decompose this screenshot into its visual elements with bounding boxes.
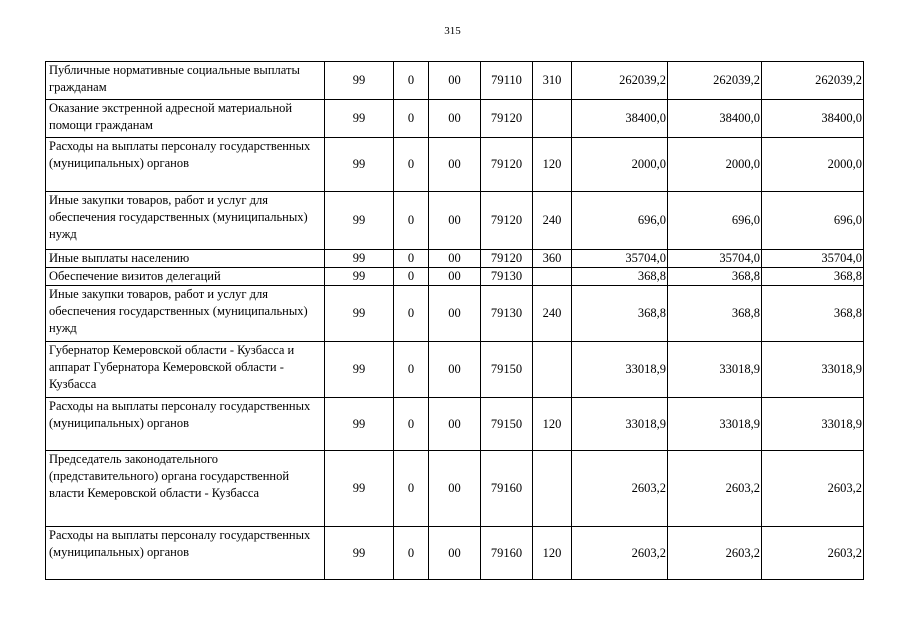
row-value-cell: 0 xyxy=(394,527,429,580)
row-value-cell: 0 xyxy=(394,62,429,100)
row-value-cell: 696,0 xyxy=(572,192,668,250)
row-value-cell: 99 xyxy=(325,286,394,342)
row-value-cell: 33018,9 xyxy=(572,342,668,398)
row-value-cell: 00 xyxy=(429,250,481,268)
table-row xyxy=(46,286,864,342)
row-value-cell: 0 xyxy=(394,342,429,398)
row-name-cell: Оказание экстренной адресной материальной помощи гражданам xyxy=(46,100,325,138)
row-value-cell: 2603,2 xyxy=(572,527,668,580)
row-value-cell: 79160 xyxy=(481,451,533,527)
row-value-cell: 00 xyxy=(429,100,481,138)
row-value-cell: 2000,0 xyxy=(668,138,762,192)
row-value-cell: 0 xyxy=(394,398,429,451)
row-value-cell: 262039,2 xyxy=(572,62,668,100)
row-value-cell: 79160 xyxy=(481,527,533,580)
table-row xyxy=(46,398,864,451)
row-value-cell: 368,8 xyxy=(762,268,864,286)
table-row xyxy=(46,250,864,268)
table-row xyxy=(46,100,864,138)
row-value-cell: 00 xyxy=(429,398,481,451)
row-value-cell: 33018,9 xyxy=(762,398,864,451)
row-value-cell: 00 xyxy=(429,138,481,192)
row-value-cell: 120 xyxy=(533,398,572,451)
row-value-cell: 00 xyxy=(429,268,481,286)
row-value-cell: 2000,0 xyxy=(572,138,668,192)
row-value-cell: 0 xyxy=(394,192,429,250)
row-value-cell: 310 xyxy=(533,62,572,100)
row-value-cell: 38400,0 xyxy=(762,100,864,138)
page-number: 315 xyxy=(444,25,461,37)
row-value-cell: 99 xyxy=(325,138,394,192)
row-value-cell: 240 xyxy=(533,286,572,342)
row-value-cell: 33018,9 xyxy=(668,398,762,451)
row-name-cell: Публичные нормативные социальные выплаты гражданам xyxy=(46,62,325,100)
row-value-cell: 99 xyxy=(325,250,394,268)
row-value-cell: 79120 xyxy=(481,250,533,268)
table-row xyxy=(46,62,864,100)
row-value-cell: 33018,9 xyxy=(668,342,762,398)
row-value-cell: 35704,0 xyxy=(572,250,668,268)
row-value-cell: 00 xyxy=(429,62,481,100)
row-value-cell: 262039,2 xyxy=(668,62,762,100)
row-value-cell: 2603,2 xyxy=(668,527,762,580)
row-value-cell: 99 xyxy=(325,100,394,138)
row-value-cell: 00 xyxy=(429,451,481,527)
table-row xyxy=(46,268,864,286)
row-value-cell: 2000,0 xyxy=(762,138,864,192)
row-value-cell: 38400,0 xyxy=(572,100,668,138)
row-value-cell: 360 xyxy=(533,250,572,268)
row-value-cell: 368,8 xyxy=(572,286,668,342)
row-value-cell: 99 xyxy=(325,192,394,250)
row-value-cell: 99 xyxy=(325,342,394,398)
row-value-cell: 0 xyxy=(394,100,429,138)
row-value-cell: 00 xyxy=(429,192,481,250)
row-value-cell: 00 xyxy=(429,286,481,342)
row-value-cell: 2603,2 xyxy=(762,527,864,580)
row-value-cell: 00 xyxy=(429,342,481,398)
row-value-cell: 0 xyxy=(394,138,429,192)
row-value-cell: 79120 xyxy=(481,100,533,138)
row-value-cell: 2603,2 xyxy=(668,451,762,527)
row-value-cell: 120 xyxy=(533,527,572,580)
row-name-cell: Обеспечение визитов делегаций xyxy=(46,268,325,286)
table-row xyxy=(46,192,864,250)
row-value-cell: 79120 xyxy=(481,192,533,250)
row-name-cell: Председатель законодательного (представительного) органа государственной власти Кемеровской области - Кузбасса xyxy=(46,451,325,527)
row-value-cell: 368,8 xyxy=(668,286,762,342)
row-value-cell: 79150 xyxy=(481,342,533,398)
row-value-cell: 33018,9 xyxy=(572,398,668,451)
row-value-cell: 0 xyxy=(394,451,429,527)
row-value-cell xyxy=(533,342,572,398)
row-value-cell: 79130 xyxy=(481,268,533,286)
row-value-cell: 99 xyxy=(325,62,394,100)
row-value-cell: 696,0 xyxy=(668,192,762,250)
row-name-cell: Иные закупки товаров, работ и услуг для обеспечения государственных (муниципальных) нужд xyxy=(46,192,325,250)
row-value-cell: 368,8 xyxy=(762,286,864,342)
row-value-cell: 0 xyxy=(394,250,429,268)
row-value-cell xyxy=(533,100,572,138)
row-value-cell: 00 xyxy=(429,527,481,580)
row-value-cell: 99 xyxy=(325,268,394,286)
row-value-cell: 0 xyxy=(394,268,429,286)
row-value-cell: 2603,2 xyxy=(762,451,864,527)
row-value-cell: 79110 xyxy=(481,62,533,100)
row-value-cell: 0 xyxy=(394,286,429,342)
row-value-cell: 35704,0 xyxy=(762,250,864,268)
row-value-cell: 35704,0 xyxy=(668,250,762,268)
row-value-cell: 240 xyxy=(533,192,572,250)
row-value-cell: 99 xyxy=(325,451,394,527)
table-row xyxy=(46,527,864,580)
table-row xyxy=(46,138,864,192)
row-value-cell: 262039,2 xyxy=(762,62,864,100)
row-value-cell: 696,0 xyxy=(762,192,864,250)
table-row xyxy=(46,451,864,527)
row-name-cell: Расходы на выплаты персоналу государственных (муниципальных) органов xyxy=(46,398,325,451)
row-value-cell xyxy=(533,268,572,286)
row-name-cell: Иные выплаты населению xyxy=(46,250,325,268)
row-name-cell: Губернатор Кемеровской области - Кузбасса и аппарат Губернатора Кемеровской области - Кузбасса xyxy=(46,342,325,398)
row-name-cell: Расходы на выплаты персоналу государственных (муниципальных) органов xyxy=(46,138,325,192)
row-value-cell: 38400,0 xyxy=(668,100,762,138)
row-name-cell: Иные закупки товаров, работ и услуг для обеспечения государственных (муниципальных) нужд xyxy=(46,286,325,342)
row-value-cell: 99 xyxy=(325,527,394,580)
row-value-cell: 368,8 xyxy=(572,268,668,286)
budget-table xyxy=(45,61,864,580)
row-value-cell: 2603,2 xyxy=(572,451,668,527)
row-value-cell: 79120 xyxy=(481,138,533,192)
row-value-cell: 79150 xyxy=(481,398,533,451)
table-row xyxy=(46,342,864,398)
row-value-cell: 120 xyxy=(533,138,572,192)
row-value-cell: 79130 xyxy=(481,286,533,342)
row-value-cell xyxy=(533,451,572,527)
row-value-cell: 368,8 xyxy=(668,268,762,286)
row-name-cell: Расходы на выплаты персоналу государственных (муниципальных) органов xyxy=(46,527,325,580)
row-value-cell: 33018,9 xyxy=(762,342,864,398)
row-value-cell: 99 xyxy=(325,398,394,451)
